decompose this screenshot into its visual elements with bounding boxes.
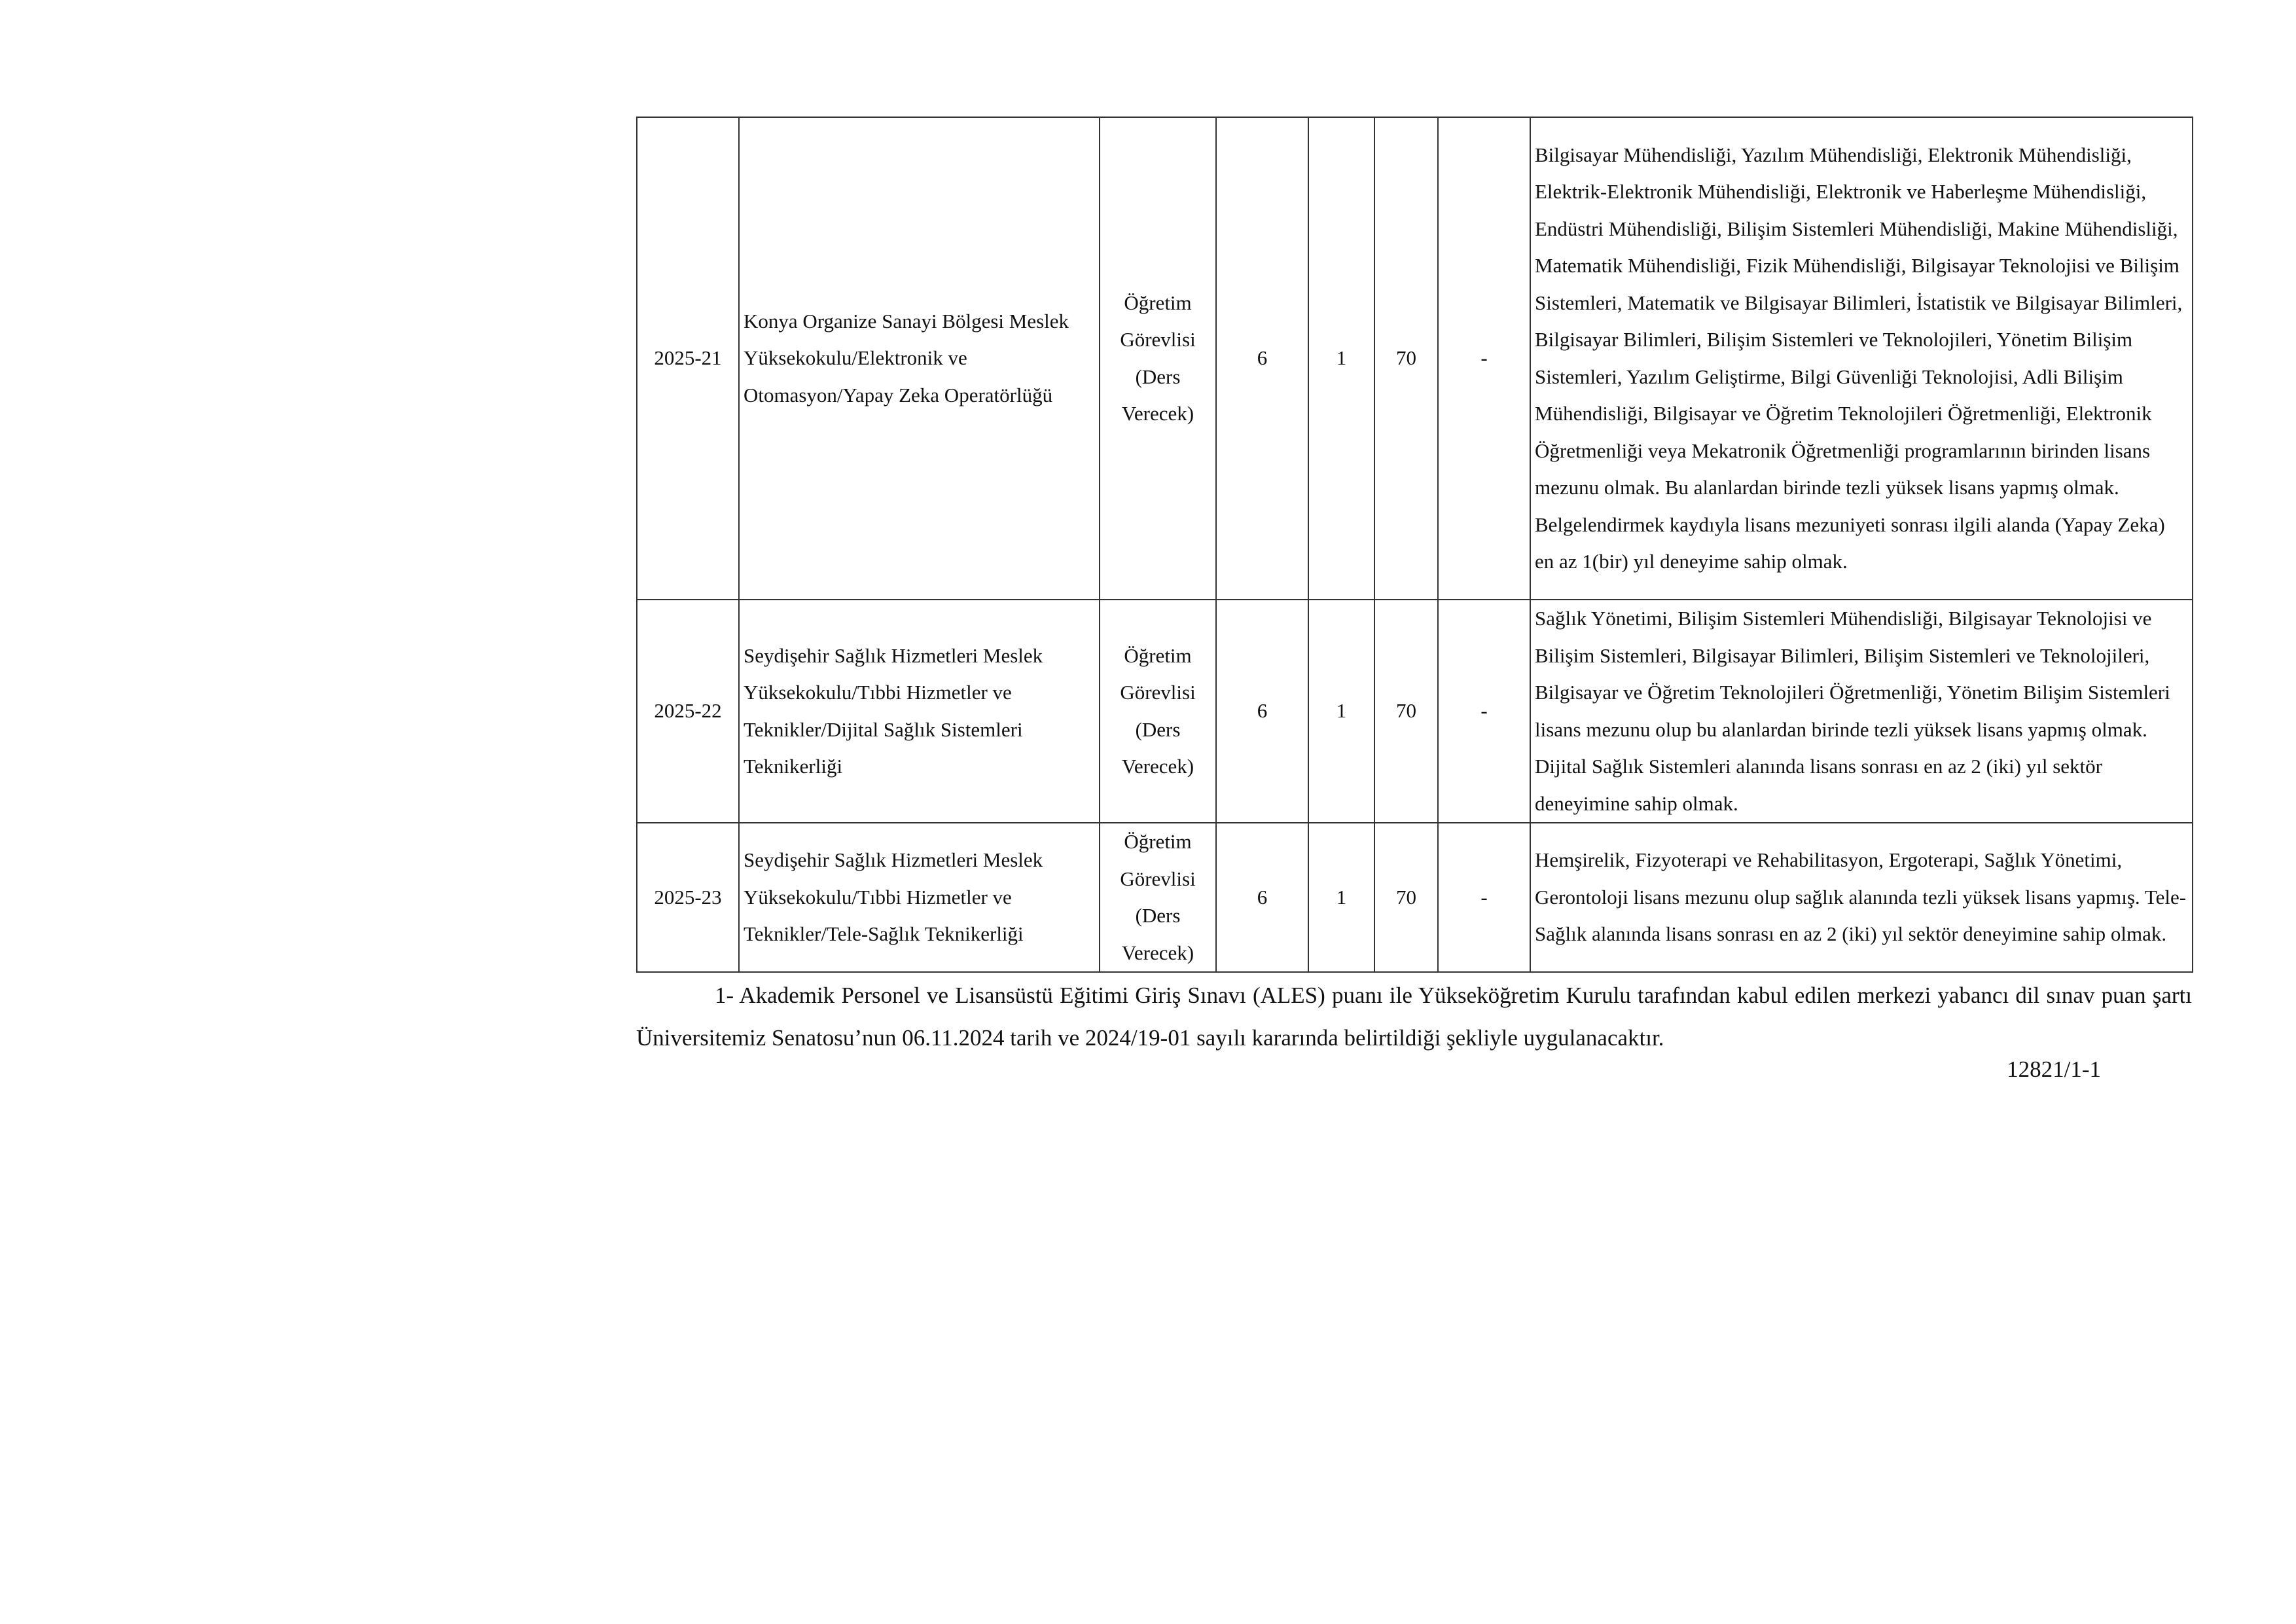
position-unit: Seydişehir Sağlık Hizmetleri Meslek Yüksekokulu/Tıbbi Hizmetler ve Teknikler/Tele-Sağlık Teknikerliği bbox=[739, 823, 1100, 972]
table-row bbox=[637, 600, 2193, 823]
ales-score: 70 bbox=[1374, 600, 1438, 823]
position-requirement: Bilgisayar Mühendisliği, Yazılım Mühendisliği, Elektronik Mühendisliği, Elektrik-Elektronik Mühendisliği, Elektronik ve Haberleşme Mühendisliği, Endüstri Mühendisliği, Bilişim Sistemleri Mühendisliği, Makine Mühendisliği, Matematik Mühendisliği, Fizik Mühendisliği, Bilgisayar Teknolojisi ve Bilişim Sistemleri, Matematik ve Bilgisayar Bilimleri, İstatistik ve Bilgisayar Bilimleri, Bilgisayar Bilimleri, Bilişim Sistemleri ve Teknolojileri, Yönetim Bilişim Sistemleri, Yazılım Geliştirme, Bilgi Güvenliği Teknolojisi, Adli Bilişim Mühendisliği, Bilgisayar ve Öğretim Teknolojileri Öğretmenliği, Elektronik Öğretmenliği veya Mekatronik Öğretmenliği programlarının birinden lisans mezunu olmak. Bu alanlardan birinde tezli yüksek lisans yapmış olmak. Belgelendirmek kaydıyla lisans mezuniyeti sonrası ilgili alanda (Yapay Zeka) en az 1(bir) yıl deneyime sahip olmak. bbox=[1530, 117, 2193, 600]
position-requirement: Sağlık Yönetimi, Bilişim Sistemleri Mühendisliği, Bilgisayar Teknolojisi ve Bilişim Sistemleri, Bilgisayar Bilimleri, Bilişim Sistemleri ve Teknolojileri, Bilgisayar ve Öğretim Teknolojileri Öğretmenliği, Yönetim Bilişim Sistemleri lisans mezunu olup bu alanlardan birinde tezli yüksek lisans yapmış olmak. Dijital Sağlık Sistemleri alanında lisans sonrası en az 2 (iki) yıl sektör deneyimine sahip olmak. bbox=[1530, 600, 2193, 823]
language-score: - bbox=[1438, 823, 1530, 972]
position-title: Öğretim Görevlisi (Ders Verecek) bbox=[1100, 823, 1216, 972]
position-code: 2025-22 bbox=[637, 600, 739, 823]
position-unit: Seydişehir Sağlık Hizmetleri Meslek Yüksekokulu/Tıbbi Hizmetler ve Teknikler/Dijital Sağlık Sistemleri Teknikerliği bbox=[739, 600, 1100, 823]
position-count: 6 bbox=[1216, 117, 1308, 600]
position-table bbox=[636, 117, 2193, 973]
position-title: Öğretim Görevlisi (Ders Verecek) bbox=[1100, 600, 1216, 823]
position-grade: 1 bbox=[1308, 823, 1374, 972]
position-count: 6 bbox=[1216, 600, 1308, 823]
language-score: - bbox=[1438, 600, 1530, 823]
table-row bbox=[637, 117, 2193, 600]
table-row bbox=[637, 823, 2193, 972]
position-count: 6 bbox=[1216, 823, 1308, 972]
position-grade: 1 bbox=[1308, 117, 1374, 600]
footnote: 1- Akademik Personel ve Lisansüstü Eğitimi Giriş Sınavı (ALES) puanı ile Yükseköğretim Kurulu tarafından kabul edilen merkezi yabancı dil sınav puan şartı Üniversitemiz Senatosu’nun 06.11.2024 tarih ve 2024/19-01 sayılı kararında belirtildiği şekliyle uygulanacaktır. bbox=[636, 983, 2192, 1051]
position-title: Öğretim Görevlisi (Ders Verecek) bbox=[1100, 117, 1216, 600]
position-code: 2025-21 bbox=[637, 117, 739, 600]
position-grade: 1 bbox=[1308, 600, 1374, 823]
ales-score: 70 bbox=[1374, 823, 1438, 972]
position-unit: Konya Organize Sanayi Bölgesi Meslek Yüksekokulu/Elektronik ve Otomasyon/Yapay Zeka Operatörlüğü bbox=[739, 117, 1100, 600]
reference-number: 12821/1-1 bbox=[2007, 1056, 2101, 1082]
position-code: 2025-23 bbox=[637, 823, 739, 972]
position-requirement: Hemşirelik, Fizyoterapi ve Rehabilitasyon, Ergoterapi, Sağlık Yönetimi, Gerontoloji lisans mezunu olup sağlık alanında tezli yüksek lisans yapmış. Tele-Sağlık alanında lisans sonrası en az 2 (iki) yıl sektör deneyimine sahip olmak. bbox=[1530, 823, 2193, 972]
ales-score: 70 bbox=[1374, 117, 1438, 600]
language-score: - bbox=[1438, 117, 1530, 600]
